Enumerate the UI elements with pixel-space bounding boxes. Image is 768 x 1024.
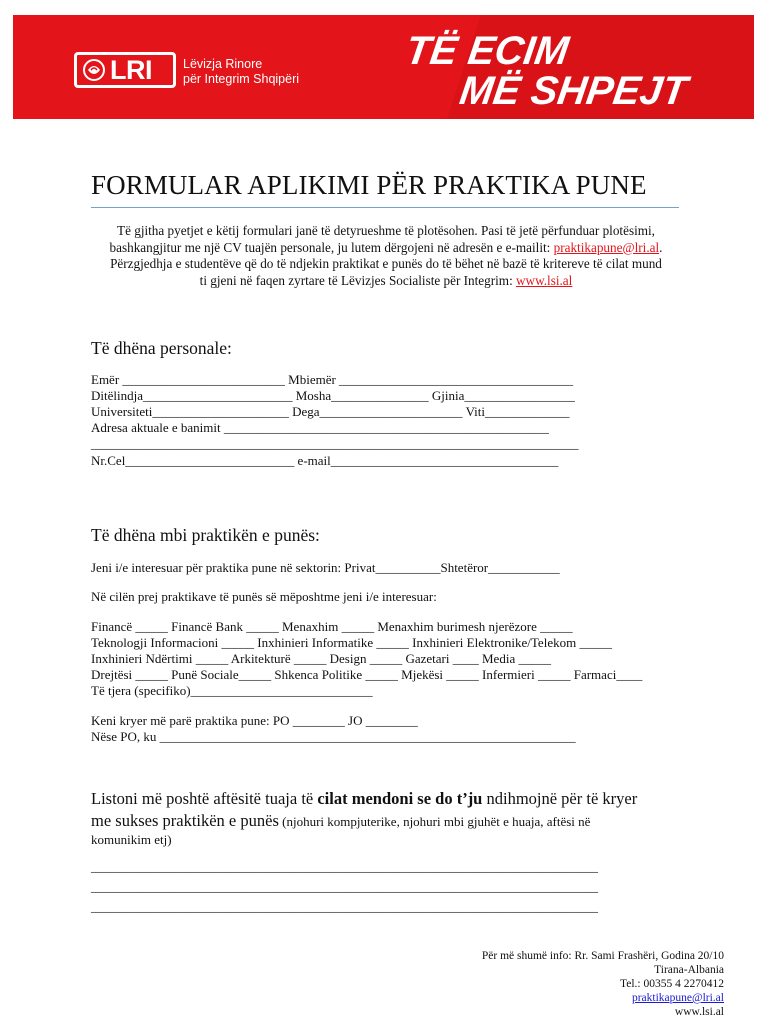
internship-data-heading: Të dhëna mbi praktikën e punës: [91, 525, 320, 545]
skills-answer-line[interactable]: ______________________________________________________________________________ [91, 859, 598, 874]
slogan-line-1: TË ECIM [402, 29, 572, 73]
lri-logo [74, 52, 176, 88]
fields-question: Në cilën prej praktikave të punës së mëposhtme jeni i/e interesuar: [91, 589, 437, 604]
footer-address: Për më shumë info: Rr. Sami Frashëri, Godina 20/10 [481, 950, 724, 962]
fields-options-row[interactable]: Inxhinieri Ndërtimi _____ Arkitekturë _____ Design _____ Gazetari ____ Media _____ [91, 651, 551, 666]
logo-text: LRI [110, 55, 152, 85]
birth-age-gender-fields[interactable]: Ditëlindja_______________________ Mosha_______________ Gjinia_________________ [91, 388, 575, 403]
skills-answer-line[interactable]: ______________________________________________________________________________ [91, 879, 598, 894]
other-field-input[interactable]: Të tjera (specifiko)____________________________ [91, 683, 373, 698]
fields-options-row[interactable]: Teknologji Informacioni _____ Inxhinieri Informatike _____ Inxhinieri Elektronike/Telekom _____ [91, 635, 612, 650]
address-field-continued[interactable]: ___________________________________________________________________________ [91, 436, 579, 451]
skills-note: komunikim etj) [91, 832, 172, 847]
website-link[interactable]: www.lsi.al [516, 272, 573, 288]
university-fields[interactable]: Universiteti_____________________ Dega______________________ Viti_____________ [91, 404, 570, 419]
previous-internship-where[interactable]: Nëse PO, ku ________________________________________________________________ [91, 729, 576, 744]
contact-footer [424, 949, 724, 1019]
intro-paragraph: Të gjitha pyetjet e këtij formulari janë të detyrueshme të plotësohen. Pasi të jetë përfunduar plotësimi, bashkangjitur me një CV tuajën personale, ju lutem dërgojeni në adresën e e-mailit: praktikapune@lri.al. Përzgjedhja e studentëve që do të ndjekin praktikat e punës do të bëhet në bazë të kritereve të cilat mund ti gjeni në faqen zyrtare të Lëvizjes Socialiste për Integrim: www.lsi.al [109, 223, 663, 288]
slogan-line-2: MË SHPEJT [456, 69, 690, 113]
email-link[interactable]: praktikapune@lri.al [553, 239, 660, 255]
skills-answer-line[interactable]: ______________________________________________________________________________ [91, 899, 598, 914]
phone-email-fields[interactable]: Nr.Cel__________________________ e-mail___________________________________ [91, 453, 559, 468]
title-divider [91, 207, 679, 208]
page-title: FORMULAR APLIKIMI PËR PRAKTIKA PUNE [91, 170, 647, 200]
rose-logo-icon [83, 59, 105, 81]
organization-name: Lëvizja Rinore për Integrim Shqipëri [183, 57, 300, 86]
fields-options-row[interactable]: Financë _____ Financë Bank _____ Menaxhim _____ Menaxhim burimesh njerëzore _____ [91, 619, 573, 634]
header-banner [13, 15, 754, 119]
skills-heading: Listoni më poshtë aftësitë tuaja të cilat mendoni se do t’ju ndihmojnë për të kryer me sukses praktikën e punës (njohuri kompjuterike, njohuri mbi gjuhët e huaja, aftësi në [91, 789, 638, 830]
address-field[interactable]: Adresa aktuale e banimit __________________________________________________ [91, 420, 549, 435]
footer-website: www.lsi.al [674, 1006, 724, 1018]
footer-city: Tirana-Albania [654, 964, 724, 976]
footer-email-link[interactable]: praktikapune@lri.al [631, 992, 724, 1004]
sector-question[interactable]: Jeni i/e interesuar për praktika pune në sektorin: Privat__________Shtetëror___________ [91, 560, 560, 575]
previous-internship-question[interactable]: Keni kryer më parë praktika pune: PO ________ JO ________ [91, 713, 418, 728]
personal-data-heading: Të dhëna personale: [91, 338, 232, 358]
name-surname-fields[interactable]: Emër _________________________ Mbiemër ____________________________________ [91, 372, 574, 387]
fields-options-row[interactable]: Drejtësi _____ Punë Sociale_____ Shkenca Politike _____ Mjekësi _____ Infermieri _____ Farmaci____ [91, 667, 643, 682]
footer-phone: Tel.: 00355 4 2270412 [620, 978, 724, 990]
